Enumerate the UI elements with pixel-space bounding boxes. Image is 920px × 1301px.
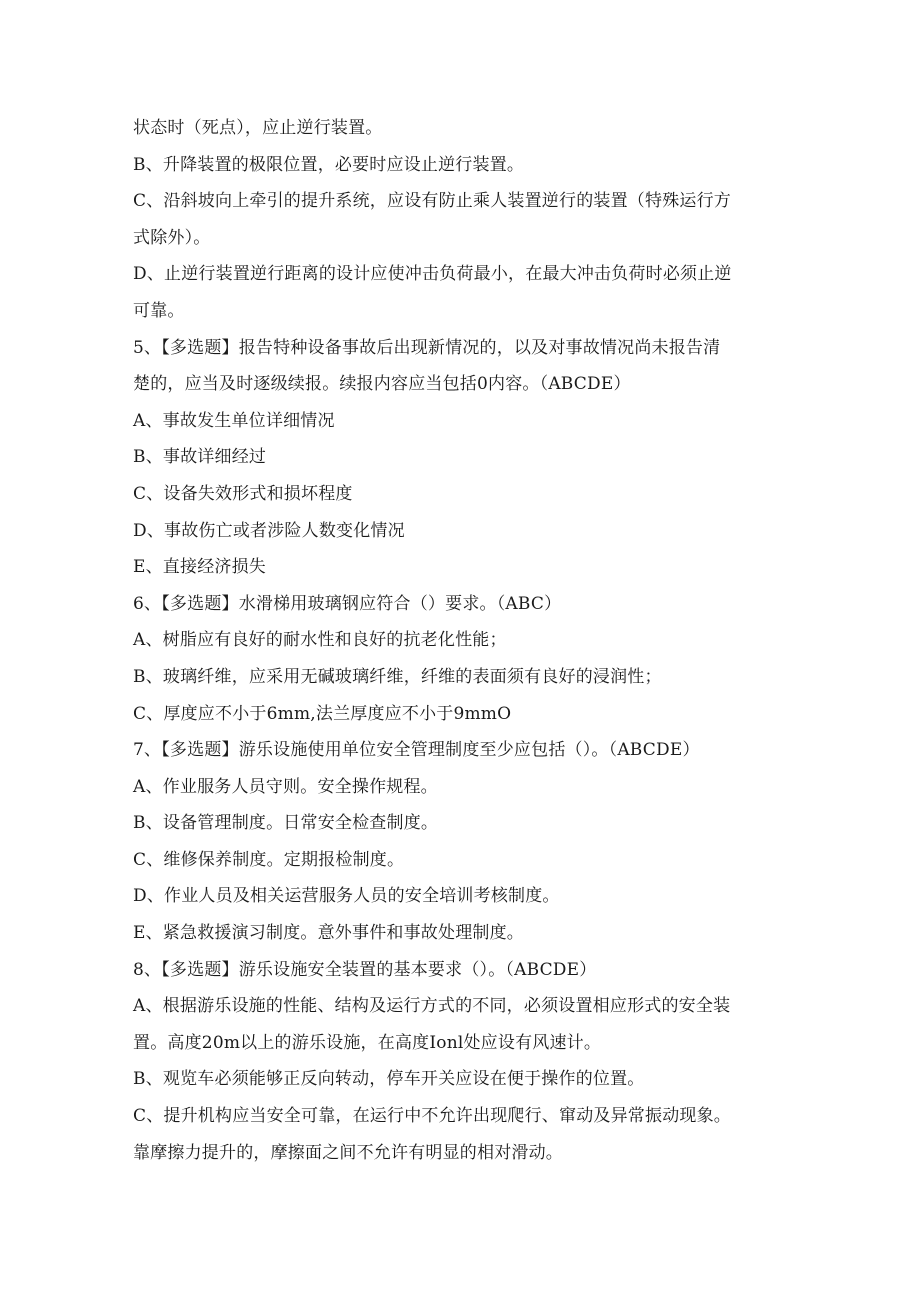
text-line: B、升降装置的极限位置，必要时应设止逆行装置。	[133, 154, 525, 175]
answer-option: A、事故发生单位详细情况	[133, 410, 335, 431]
answer-option-continued: 置。高度20m以上的游乐设施，在高度Ionl处应设有风速计。	[133, 1032, 602, 1053]
document-body	[133, 110, 813, 1171]
answer-option: A、作业服务人员守则。安全操作规程。	[133, 776, 438, 797]
question-7: 7、【多选题】游乐设施使用单位安全管理制度至少应包括（）。（ABCDE）	[133, 740, 700, 761]
answer-option: A、根据游乐设施的性能、结构及运行方式的不同，必须设置相应形式的安全装	[133, 996, 731, 1017]
question-8: 8、【多选题】游乐设施安全装置的基本要求（）。（ABCDE）	[133, 959, 597, 980]
answer-option: C、提升机构应当安全可靠，在运行中不允许出现爬行、窜动及异常振动现象。	[133, 1106, 732, 1127]
answer-option: C、设备失效形式和损坏程度	[133, 483, 353, 504]
answer-option: E、紧急救援演习制度。意外事件和事故处理制度。	[133, 923, 525, 944]
question-5-line-1: 5、【多选题】报告特种设备事故后出现新情况的，以及对事故情况尚未报告清	[133, 337, 721, 358]
answer-option: D、事故伤亡或者涉险人数变化情况	[133, 520, 405, 541]
answer-option: C、维修保养制度。定期报检制度。	[133, 849, 405, 870]
text-line: 可靠。	[133, 300, 185, 321]
text-line: 状态时（死点），应止逆行装置。	[133, 118, 383, 138]
text-line: C、沿斜坡向上牵引的提升系统，应设有防止乘人装置逆行的装置（特殊运行方	[133, 191, 732, 212]
answer-option: C、厚度应不小于6mm,法兰厚度应不小于9mmO	[133, 703, 512, 724]
text-line: 式除外）。	[133, 227, 211, 248]
answer-option: B、玻璃纤维，应采用无碱玻璃纤维，纤维的表面须有良好的浸润性；	[133, 666, 662, 687]
answer-option: B、设备管理制度。日常安全检查制度。	[133, 813, 439, 834]
answer-option: A、树脂应有良好的耐水性和良好的抗老化性能；	[133, 630, 507, 651]
answer-option: B、观览车必须能够正反向转动，停车开关应设在便于操作的位置。	[133, 1069, 645, 1090]
question-6: 6、【多选题】水滑梯用玻璃钢应符合（）要求。（ABC）	[133, 593, 562, 614]
text-line: D、止逆行装置逆行距离的设计应使冲击负荷最小，在最大冲击负荷时必须止逆	[133, 264, 732, 285]
question-5-line-2: 楚的，应当及时逐级续报。续报内容应当包括0内容。（ABCDE）	[133, 374, 631, 395]
answer-option: B、事故详细经过	[133, 447, 267, 468]
answer-option-continued: 靠摩擦力提升的，摩擦面之间不允许有明显的相对滑动。	[133, 1142, 563, 1163]
answer-option: D、作业人员及相关运营服务人员的安全培训考核制度。	[133, 886, 560, 907]
answer-option: E、直接经济损失	[133, 557, 267, 578]
